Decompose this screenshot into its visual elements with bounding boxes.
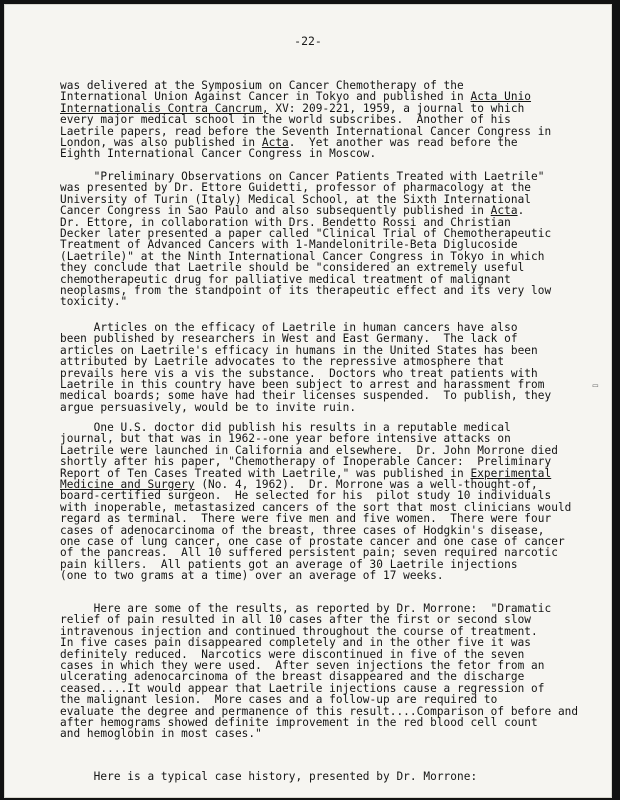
text-run: Cancer Congress in Sao Paulo and also subsequently published in: [60, 204, 491, 218]
underlined-title: Acta: [261, 136, 289, 150]
text-run: ulcerating adenocarcinoma of the breast disappeared and the discharge: [60, 670, 525, 684]
text-run: attributed by Laetrile advocates to the repressive atmosphere that: [60, 355, 505, 369]
text-run: Articles on the efficacy of Laetrile in human cancers have also: [60, 321, 518, 334]
underlined-title: Medicine and Surgery: [60, 478, 195, 492]
text-run: was presented by Dr. Ettore Guidetti, professor of pharmacology at the: [60, 181, 532, 195]
text-run: Laetrile were launched in California and elsewhere. Dr. John Morrone died: [60, 443, 558, 457]
underlined-title: Experimental: [470, 466, 552, 480]
text-run: Report of Ten Cases Treated with Laetrile," was published in: [60, 466, 471, 480]
text-run: Dr. Ettore, in collaboration with Drs. Bendetto Rossi and Christian: [60, 215, 511, 229]
text-run: intravenous injection and continued throughout the course of treatment.: [60, 624, 538, 638]
text-line: [60, 148, 600, 159]
paragraph-4: [60, 422, 600, 582]
text-run: In five cases pain disappeared completely and in the other five it was: [60, 636, 532, 650]
text-run: ceased....It would appear that Laetrile injections cause a regression of: [60, 681, 545, 695]
text-run: board-certified surgeon. He selected for his pilot study 10 individuals: [60, 489, 552, 503]
text-run: argue persuasively, would be to invite ruin.: [60, 400, 357, 414]
text-run: cases in which they were used. After seven injections the fetor from an: [60, 659, 545, 673]
text-run: been published by researchers in West and East Germany. The lack of: [60, 332, 518, 346]
text-run: the malignant lesion. More cases and a follow-up are required to: [60, 693, 498, 707]
text-run: "Preliminary Observations on Cancer Patients Treated with Laetrile": [60, 170, 545, 183]
text-line: [60, 285, 600, 296]
text-line: [60, 728, 600, 739]
text-run: Treatment of Advanced Cancers with 1-Mandelonitrile-Beta Diglucoside: [60, 238, 518, 252]
text-run: regard as terminal. There were five men and five women. There were four: [60, 512, 552, 526]
paragraph-3: [60, 322, 600, 413]
underlined-title: Internationalis Contra Cancrum,: [60, 101, 269, 115]
text-run: medical boards; some have had their licenses suspended. To publish, they: [60, 389, 552, 403]
paragraph-6: [60, 771, 600, 782]
margin-mark: ▭: [592, 381, 598, 391]
text-run: chemotherapeutic drug for palliative medical treatment of malignant: [60, 272, 511, 286]
text-line: [60, 570, 600, 581]
text-run: Eighth International Cancer Congress in Moscow.: [60, 147, 377, 161]
text-run: they conclude that Laetrile should be "considered an extremely useful: [60, 261, 525, 275]
text-run: . Yet another was read before the: [288, 136, 518, 150]
paragraph-2: [60, 171, 600, 308]
text-run: with inoperable, metastasized cancers of the sort that most clinicians would: [60, 500, 572, 514]
text-run: London, was also published in: [60, 136, 262, 150]
text-line: [60, 771, 600, 782]
text-run: (one to two grams at a time) over an average of 17 weeks.: [60, 569, 444, 583]
text-run: articles on Laetrile's efficacy in humans in the United States has been: [60, 343, 538, 357]
paragraph-5: [60, 603, 600, 740]
text-run: was delivered at the Symposium on Cancer Chemotherapy of the: [60, 79, 464, 92]
text-run: prevails here vis a vis the substance. Doctors who treat patients with: [60, 366, 538, 380]
text-run: cases of adenocarcinoma of the breast, three cases of Hodgkin's disease,: [60, 523, 545, 537]
text-run: journal, but that was in 1962--one year before intensive attacks on: [60, 432, 511, 446]
text-run: toxicity.": [60, 295, 128, 309]
page-number: -22-: [294, 34, 322, 48]
text-run: Here are some of the results, as reported by Dr. Morrone: "Dramatic: [60, 602, 552, 615]
text-run: Here is a typical case history, presented by Dr. Morrone:: [60, 770, 478, 783]
text-run: One U.S. doctor did publish his results in a reputable medical: [60, 421, 511, 434]
text-run: definitely reduced. Narcotics were discontinued in five of the seven: [60, 647, 525, 661]
text-run: every major medical school in the world subscribes. Another of his: [60, 113, 511, 127]
text-run: International Union Against Cancer in Tokyo and published in: [60, 90, 471, 104]
underlined-title: Acta Unio: [470, 90, 532, 104]
text-run: shortly after his paper, "Chemotherapy of Inoperable Cancer: Preliminary: [60, 455, 552, 469]
underlined-title: Acta: [490, 204, 518, 218]
paragraph-1: [60, 80, 600, 160]
text-run: after hemograms showed definite improvement in the red blood cell count: [60, 716, 538, 730]
document-page: [4, 4, 612, 798]
text-run: of the pancreas. All 10 suffered persistent pain; seven required narcotic: [60, 546, 558, 560]
text-run: relief of pain resulted in all 10 cases after the first or second slow: [60, 613, 532, 627]
text-run: Decker later presented a paper called "Clinical Trial of Chemotherapeutic: [60, 227, 552, 241]
text-run: XV: 209-221, 1959, a journal to which: [268, 101, 525, 115]
text-run: Laetrile in this country have been subject to arrest and harassment from: [60, 378, 545, 392]
text-run: one case of lung cancer, one case of prostate cancer and one case of cancer: [60, 535, 565, 549]
text-run: Laetrile papers, read before the Seventh International Cancer Congress in: [60, 124, 552, 138]
text-run: .: [517, 204, 525, 218]
text-run: and hemoglobin in most cases.": [60, 727, 262, 741]
text-line: [60, 296, 600, 307]
text-run: pain killers. All patients got an average of 30 Laetrile injections: [60, 557, 518, 571]
text-run: (No. 4, 1962). Dr. Morrone was a well-thought-of,: [194, 478, 538, 492]
text-run: (Laetrile)" at the Ninth International Cancer Congress in Tokyo in which: [60, 249, 545, 263]
text-run: neoplasms, from the standpoint of its therapeutic effect and its very low: [60, 284, 552, 298]
text-run: evaluate the degree and permanence of this result....Comparison of before and: [60, 704, 579, 718]
text-line: [60, 402, 600, 413]
text-run: University of Turin (Italy) Medical School, at the Sixth International: [60, 192, 532, 206]
